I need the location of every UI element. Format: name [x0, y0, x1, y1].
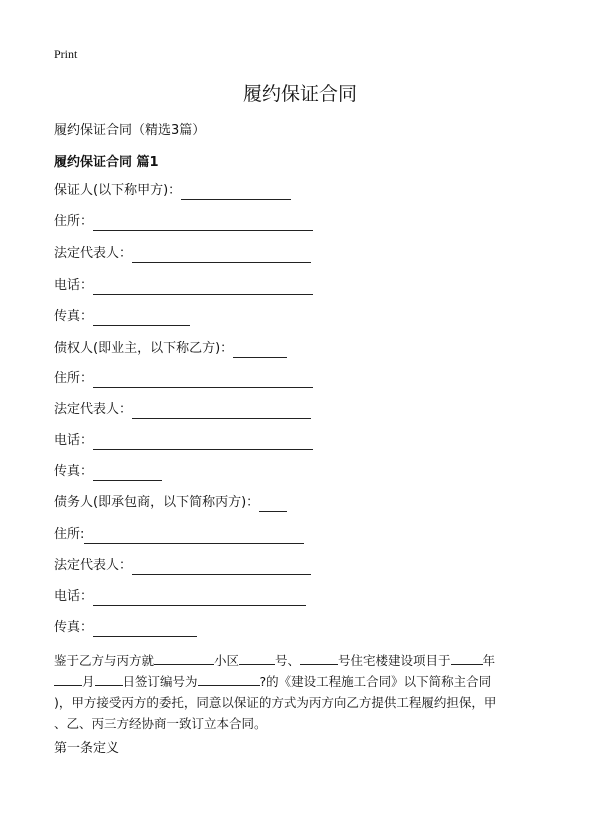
blank-underline: [54, 671, 82, 686]
preamble-paragraph: [54, 650, 554, 734]
creditor-address-blank: [93, 373, 313, 388]
guarantor-address-label: 住所：: [54, 214, 94, 229]
creditor-blank: [233, 343, 287, 358]
guarantor-legal-rep-blank: [132, 248, 311, 263]
preamble-text: 小区: [214, 653, 240, 668]
preamble-line-1: [54, 650, 554, 671]
debtor-address-field: [54, 526, 304, 544]
page-title: 履约保证合同: [242, 83, 357, 105]
blank-underline: [95, 671, 123, 686]
creditor-address-field: [54, 370, 313, 388]
creditor-fax-blank: [93, 466, 162, 481]
guarantor-blank: [181, 185, 291, 200]
preamble-line-4: 、乙、丙三方经协商一致订立本合同。: [54, 716, 267, 731]
guarantor-address-field: [54, 213, 313, 231]
preamble-text: 日签订编号为: [122, 674, 198, 689]
creditor-phone-label: 电话：: [54, 433, 94, 448]
debtor-phone-label: 电话：: [54, 589, 94, 604]
blank-underline: [451, 650, 483, 665]
guarantor-legal-rep-field: [54, 245, 311, 263]
debtor-fax-blank: [93, 622, 197, 637]
debtor-fax-label: 传真：: [54, 620, 94, 635]
creditor-address-label: 住所：: [54, 371, 94, 386]
debtor-blank: [259, 497, 287, 512]
section-heading: 履约保证合同 篇1: [54, 155, 159, 170]
article-heading: 第一条定义: [54, 741, 120, 756]
guarantor-fax-blank: [93, 311, 190, 326]
blank-underline: [300, 650, 338, 665]
debtor-address-blank: [84, 529, 304, 544]
guarantor-fax-label: 传真：: [54, 309, 94, 324]
debtor-field: [54, 494, 287, 512]
debtor-legal-rep-label: 法定代表人：: [54, 558, 133, 573]
preamble-text: 月: [82, 674, 95, 689]
preamble-text: 年: [482, 653, 496, 668]
debtor-legal-rep-blank: [132, 560, 311, 575]
creditor-fax-field: [54, 463, 162, 481]
debtor-address-label: 住所:: [54, 527, 85, 542]
creditor-legal-rep-label: 法定代表人：: [54, 402, 133, 417]
debtor-label: 债务人(即承包商，以下简称丙方)：: [54, 495, 260, 510]
creditor-legal-rep-field: [54, 401, 311, 419]
guarantor-address-blank: [93, 216, 313, 231]
creditor-phone-blank: [93, 435, 313, 450]
document-subtitle: 履约保证合同（精选3篇）: [54, 123, 206, 138]
debtor-legal-rep-field: [54, 557, 311, 575]
guarantor-legal-rep-label: 法定代表人：: [54, 246, 133, 261]
creditor-fax-label: 传真：: [54, 464, 94, 479]
preamble-text: 鉴于乙方与丙方就: [54, 653, 155, 668]
print-label[interactable]: Print: [54, 47, 78, 61]
preamble-line-2: [54, 671, 554, 692]
creditor-label: 债权人(即业主，以下称乙方)：: [54, 341, 234, 356]
guarantor-phone-label: 电话：: [54, 278, 94, 293]
blank-underline: [198, 671, 260, 686]
blank-underline: [239, 650, 275, 665]
creditor-phone-field: [54, 432, 313, 450]
preamble-text: 号住宅楼建设项目于: [338, 653, 451, 668]
guarantor-field: [54, 182, 291, 200]
preamble-text: 号、: [275, 653, 301, 668]
guarantor-phone-field: [54, 277, 313, 295]
debtor-phone-field: [54, 588, 306, 606]
preamble-text: ?的《建设工程施工合同》以下简称主合同: [259, 674, 492, 689]
guarantor-label: 保证人(以下称甲方)：: [54, 183, 182, 198]
guarantor-fax-field: [54, 308, 190, 326]
debtor-phone-blank: [93, 591, 306, 606]
creditor-legal-rep-blank: [132, 404, 311, 419]
creditor-field: [54, 340, 287, 358]
debtor-fax-field: [54, 619, 197, 637]
preamble-line-3: )，甲方接受丙方的委托，同意以保证的方式为丙方向乙方提供工程履约担保，甲: [54, 695, 497, 710]
guarantor-phone-blank: [93, 280, 313, 295]
blank-underline: [154, 650, 214, 665]
